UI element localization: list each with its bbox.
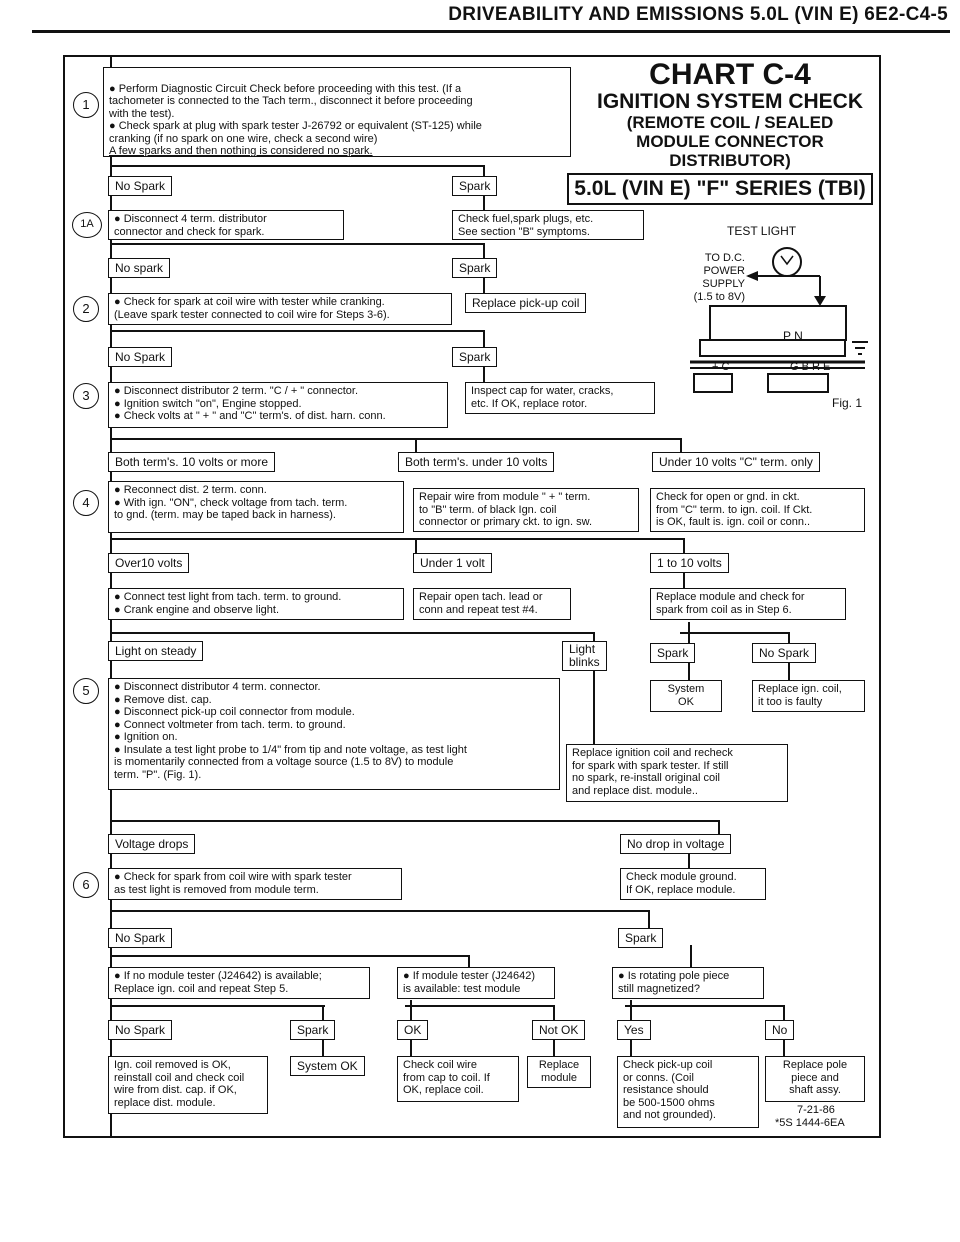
check-module-ground-box: Check module ground. If OK, replace module. xyxy=(620,868,766,900)
connector-line xyxy=(683,570,685,590)
replace-pickup-coil-box: Replace pick-up coil xyxy=(465,293,586,313)
connector-line xyxy=(110,632,595,634)
check-pickup-coil-box: Check pick-up coil or conns. (Coil resistance should be 500-1500 ohms and not grounded). xyxy=(617,1056,759,1128)
step-2-box: ● Check for spark at coil wire with tester while cranking. (Leave spark tester connected to coil wire for Steps 3-6). xyxy=(108,293,452,325)
result-yes: Yes xyxy=(617,1020,651,1040)
system-ok-box: System OK xyxy=(650,680,722,712)
step-5-box: ● Disconnect distributor 4 term. connector. ● Remove dist. cap. ● Disconnect pick-up coil connector from module. ● Connect voltmeter from tach. term. to ground. ● Ignition on. ● Insulate a test light probe to 1/4" from tip and note voltage, as test light is momentarily connected from a voltage source (1.5 to 8V) to module term. "P". (Fig. 1). xyxy=(108,678,560,790)
result-spark: Spark xyxy=(452,176,497,196)
connector-line xyxy=(110,955,470,957)
step-circle-3: 3 xyxy=(73,383,99,409)
step-1-underlined-text: A few sparks and then nothing is considered no spark. xyxy=(109,145,373,157)
chart-subtitle-1: IGNITION SYSTEM CHECK xyxy=(596,90,864,113)
connector-line xyxy=(322,1005,324,1020)
connector-line xyxy=(110,910,650,912)
result-no-spark: No spark xyxy=(108,258,170,278)
connector-line xyxy=(630,1000,632,1020)
step-3-box: ● Disconnect distributor 2 term. "C / + " connector. ● Ignition switch "on", Engine stopped. ● Check volts at " + " and "C" term's. of dist. harn. conn. xyxy=(108,382,448,428)
result-spark: Spark xyxy=(618,928,663,948)
connector-line xyxy=(683,538,685,553)
step-circle-4: 4 xyxy=(73,490,99,516)
replace-ignition-coil-box: Replace ignition coil and recheck for spark with spark tester. If still no spark, re-install original coil and replace dist. module.. xyxy=(566,744,788,802)
result-no-spark: No Spark xyxy=(108,347,172,367)
series-label: 5.0L (VIN E) "F" SERIES (TBI) xyxy=(567,173,873,205)
chart-subtitle-4: DISTRIBUTOR) xyxy=(669,151,791,170)
connector-line xyxy=(680,632,790,634)
connector-line xyxy=(625,1005,785,1007)
step-circle-6: 6 xyxy=(73,872,99,898)
result-no-spark: No Spark xyxy=(108,928,172,948)
step-1a-box: ● Disconnect 4 term. distributor connector and check for spark. xyxy=(108,210,344,240)
result-no-spark: No Spark xyxy=(108,1020,172,1040)
connector-line xyxy=(405,1005,555,1007)
result-1-to-10v: 1 to 10 volts xyxy=(650,553,729,573)
footer-date: 7-21-86 xyxy=(797,1104,835,1116)
connector-line xyxy=(468,955,470,967)
connector-line xyxy=(648,910,650,928)
replace-pole-piece-box: Replace pole piece and shaft assy. xyxy=(765,1056,865,1102)
step-circle-1: 1 xyxy=(73,92,99,118)
repair-wire-box: Repair wire from module " + " term. to "B" term. of black Ign. coil connector or primary ckt. to ign. sw. xyxy=(413,488,639,532)
connector-line xyxy=(718,820,720,834)
step-circle-2: 2 xyxy=(73,296,99,322)
step-1-text: ● Perform Diagnostic Circuit Check before proceeding with this test. (If a tachometer is connected to the Tach term., disconnect it before proceeding with the test). ● Check spark at plug with spark tester J-26792 or equivalent (ST-125) while cranking (if no spark on one wire, check a second wire) xyxy=(109,82,482,145)
connector-line xyxy=(110,1005,325,1007)
result-spark: Spark xyxy=(452,258,497,278)
connector-line xyxy=(783,1005,785,1020)
replace-module-check-box: Replace module and check for spark from coil as in Step 6. xyxy=(650,588,846,620)
result-spark: Spark xyxy=(290,1020,335,1040)
replace-module-final-box: Replace module xyxy=(527,1056,591,1088)
fig-c-terminal: + C xyxy=(712,361,730,373)
fig-gbre-terminals: G B R E xyxy=(790,361,831,373)
result-both-under-10v: Both term's. under 10 volts xyxy=(398,452,554,472)
spark-result-box: Check fuel,spark plugs, etc. See section "B" symptoms. xyxy=(452,210,644,240)
connector-line xyxy=(322,1040,324,1056)
result-light-blinks: Light blinks xyxy=(562,641,607,671)
repair-tach-box: Repair open tach. lead or conn and repeat test #4. xyxy=(413,588,571,620)
page-header: DRIVEABILITY AND EMISSIONS 5.0L (VIN E) 6E2-C4-5 xyxy=(448,4,948,25)
result-light-steady: Light on steady xyxy=(108,641,203,661)
inspect-cap-box: Inspect cap for water, cracks, etc. If OK, replace rotor. xyxy=(465,382,655,414)
footer-code: *5S 1444-6EA xyxy=(775,1117,845,1129)
connector-line xyxy=(110,330,485,332)
connector-line xyxy=(688,852,690,868)
step-1-box xyxy=(103,67,571,157)
result-no-spark: No Spark xyxy=(752,643,816,663)
header-rule xyxy=(32,30,950,33)
connector-line xyxy=(690,945,692,967)
connector-line xyxy=(110,538,685,540)
connector-line xyxy=(410,1000,412,1020)
connector-line xyxy=(553,1040,555,1056)
result-ok: OK xyxy=(397,1020,428,1040)
connector-line xyxy=(415,538,417,553)
fig-1-module-diagram xyxy=(690,242,870,412)
coil-removed-ok-box: Ign. coil removed is OK, reinstall coil and check coil wire from dist. cap. if OK, replace dist. module. xyxy=(108,1056,268,1114)
chart-title: CHART C-4 xyxy=(649,58,811,91)
system-ok-final-box: System OK xyxy=(290,1056,365,1076)
chart-subtitle-2: (REMOTE COIL / SEALED xyxy=(626,113,834,132)
step-circle-5: 5 xyxy=(73,678,99,704)
no-module-tester-box: ● If no module tester (J24642) is available; Replace ign. coil and repeat Step 5. xyxy=(108,967,370,999)
connector-line xyxy=(410,1040,412,1056)
chart-title-block xyxy=(580,60,880,170)
connector-line xyxy=(110,438,680,440)
connector-line xyxy=(783,1040,785,1056)
rotating-pole-box: ● Is rotating pole piece still magnetized? xyxy=(612,967,764,999)
replace-ign-coil-faulty-box: Replace ign. coil, it too is faulty xyxy=(752,680,865,712)
test-light-box: ● Connect test light from tach. term. to ground. ● Crank engine and observe light. xyxy=(108,588,404,620)
connector-line xyxy=(110,243,485,245)
result-under-1v: Under 1 volt xyxy=(413,553,492,573)
check-open-box: Check for open or gnd. in ckt. from "C" term. to ign. coil. If Ckt. is OK, fault is. ign. coil or conn.. xyxy=(650,488,865,532)
connector-line xyxy=(553,1005,555,1020)
chart-subtitle-3: MODULE CONNECTOR xyxy=(636,132,824,151)
result-no: No xyxy=(765,1020,794,1040)
fig-power-supply-label: TO D.C. POWER SUPPLY (1.5 to 8V) xyxy=(693,252,745,303)
step-circle-1a: 1A xyxy=(72,212,102,238)
step-4-box: ● Reconnect dist. 2 term. conn. ● With ign. "ON", check voltage from tach. term. to gnd. (term. may be taped back in harness). xyxy=(108,481,404,533)
result-voltage-drops: Voltage drops xyxy=(108,834,195,854)
result-under-10v-c-only: Under 10 volts "C" term. only xyxy=(652,452,820,472)
result-no-spark: No Spark xyxy=(108,176,172,196)
result-not-ok: Not OK xyxy=(532,1020,585,1040)
fig-pn-terminals: P N xyxy=(783,329,803,343)
connector-line xyxy=(110,165,485,167)
result-spark: Spark xyxy=(452,347,497,367)
step-6-box: ● Check for spark from coil wire with spark tester as test light is removed from module term. xyxy=(108,868,402,900)
connector-line xyxy=(110,820,720,822)
result-both-10v-or-more: Both term's. 10 volts or more xyxy=(108,452,275,472)
result-over-10v: Over10 volts xyxy=(108,553,189,573)
fig-test-light-label: TEST LIGHT xyxy=(727,224,797,238)
fig-1-label: Fig. 1 xyxy=(832,396,863,410)
connector-line xyxy=(630,1040,632,1056)
module-tester-box: ● If module tester (J24642) is available: test module xyxy=(397,967,555,999)
result-no-drop: No drop in voltage xyxy=(620,834,731,854)
check-coil-wire-box: Check coil wire from cap to coil. If OK, replace coil. xyxy=(397,1056,519,1102)
result-spark: Spark xyxy=(650,643,695,663)
